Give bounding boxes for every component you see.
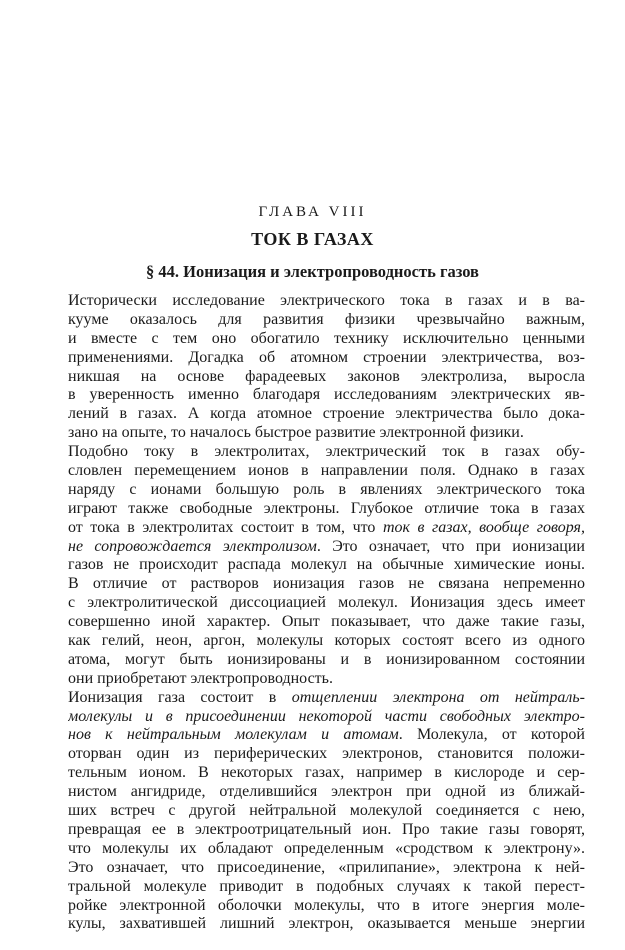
text-line-content: ших встреч с другой нейтральной молекулой соединяется с нею,	[68, 802, 585, 820]
text-line-content: Исторически исследование электрического тока в газах и в ва-	[68, 292, 585, 309]
text-line	[68, 330, 585, 349]
italic-emphasis: не сопровождается электролизом	[68, 537, 317, 555]
text-line	[68, 405, 585, 424]
text-line	[68, 311, 585, 330]
text-line	[68, 689, 585, 708]
text-line-content: оторван один из периферических электронов, становится положи-	[68, 745, 585, 763]
text-line	[68, 538, 585, 557]
text-line	[68, 443, 585, 462]
text-line	[68, 556, 585, 575]
italic-emphasis: нов к нейтральным молекулам и атомам	[68, 726, 399, 744]
italic-emphasis: отщеплении электрона от нейтраль-	[291, 688, 585, 706]
text-line	[68, 783, 585, 802]
text-line-content: нистом ангидриде, отделившийся электрон при одной из ближай-	[68, 783, 585, 801]
text-line-content: играют также свободные электроны. Глубокое отличие тока в газах	[68, 499, 585, 517]
text-line-content: зано на опыте, то началось быстрое развитие электронной физики.	[68, 424, 524, 442]
body-text	[68, 292, 585, 934]
text-line	[68, 613, 585, 632]
text-line	[68, 462, 585, 481]
text-line-content: от тока в электролитах состоит в том, что	[68, 518, 383, 536]
text-line-content: Это означает, что присоединение, «прилипание», электрона к ней-	[68, 858, 585, 876]
text-line-content: тральной молекуле приводит в подобных случаях к такой перест-	[68, 877, 585, 895]
text-line	[68, 292, 585, 311]
text-line-content: газов не происходит распада молекул на обычные химические ионы.	[68, 556, 585, 574]
text-line	[68, 859, 585, 878]
text-line	[68, 726, 585, 745]
text-line	[68, 424, 585, 443]
text-line	[68, 802, 585, 821]
text-line	[68, 764, 585, 783]
text-line	[68, 500, 585, 519]
text-line-content: словлен перемещением ионов в направлении поля. Однако в газах	[68, 462, 585, 480]
text-line-content: с электролитической диссоциацией молекул. Ионизация здесь имеет	[68, 594, 585, 612]
text-line	[68, 840, 585, 859]
text-line	[68, 745, 585, 764]
text-line-content: они приобретают электропроводность.	[68, 669, 333, 687]
text-line	[68, 821, 585, 840]
text-line-content: Подобно току в электролитах, электрический ток в газах обу-	[68, 443, 585, 461]
text-line	[68, 575, 585, 594]
text-line-content: совершенно иной характер. Опыт показывает, что даже такие газы,	[68, 613, 585, 631]
text-line-content: тельным ионом. В некоторых газах, например в кислороде и сер-	[68, 764, 585, 782]
text-line-content: кулы, захватившей лишний электрон, оказывается меньше энергии	[68, 915, 585, 933]
text-line-content: . Молекула, от которой	[398, 726, 585, 744]
text-line-content: в уверенность именно благодаря исследованиям электрических яв-	[68, 386, 585, 404]
text-line	[68, 670, 585, 689]
chapter-label: ГЛАВА VIII	[258, 204, 367, 220]
text-line	[68, 594, 585, 613]
italic-emphasis: молекулы и в присоединении некоторой части свободных электро-	[68, 707, 585, 725]
text-line-content: применениями. Догадка об атомном строении электричества, воз-	[68, 348, 585, 366]
text-line-content: кууме оказалось для развития физики чрезвычайно важным,	[68, 310, 585, 328]
section-title: § 44. Ионизация и электропроводность газов	[146, 262, 479, 281]
text-line-content: атома, могут быть ионизированы и в ионизированном состоянии	[68, 650, 585, 668]
text-line-content: превращая ее в электроотрицательный ион. Про такие газы говорят,	[68, 820, 585, 838]
text-line	[68, 481, 585, 500]
text-line-content: и вместе с тем оно обогатило технику исключительно ценными	[68, 329, 585, 347]
text-line-content: наряду с ионами большую роль в явлениях электрического тока	[68, 480, 585, 498]
text-line	[68, 519, 585, 538]
text-line	[68, 915, 585, 934]
text-line	[68, 368, 585, 387]
text-line-content: Ионизация газа состоит в	[68, 688, 292, 706]
chapter-title: ТОК В ГАЗАХ	[251, 229, 374, 249]
text-line-content: лений в газах. А когда атомное строение электричества было дока-	[68, 405, 585, 423]
text-line	[68, 878, 585, 897]
text-line-content: как гелий, неон, аргон, молекулы которых состоят всего из одного	[68, 632, 585, 650]
text-line-content: что молекулы их обладают определенным «сродством к электрону».	[68, 839, 585, 857]
text-line-content: В отличие от растворов ионизация газов не связана непременно	[68, 575, 585, 593]
text-line	[68, 349, 585, 368]
text-line	[68, 632, 585, 651]
text-line	[68, 651, 585, 670]
text-line	[68, 897, 585, 916]
text-line	[68, 386, 585, 405]
text-line-content: никшая на основе фарадеевых законов электролиза, выросла	[68, 367, 585, 385]
text-line-content: ройке электронной оболочки молекулы, что в итоге энергия моле-	[68, 896, 585, 914]
text-line	[68, 708, 585, 727]
text-line-content: . Это означает, что при ионизации	[316, 537, 585, 555]
italic-emphasis: ток в газах, вообще говоря,	[382, 518, 585, 536]
